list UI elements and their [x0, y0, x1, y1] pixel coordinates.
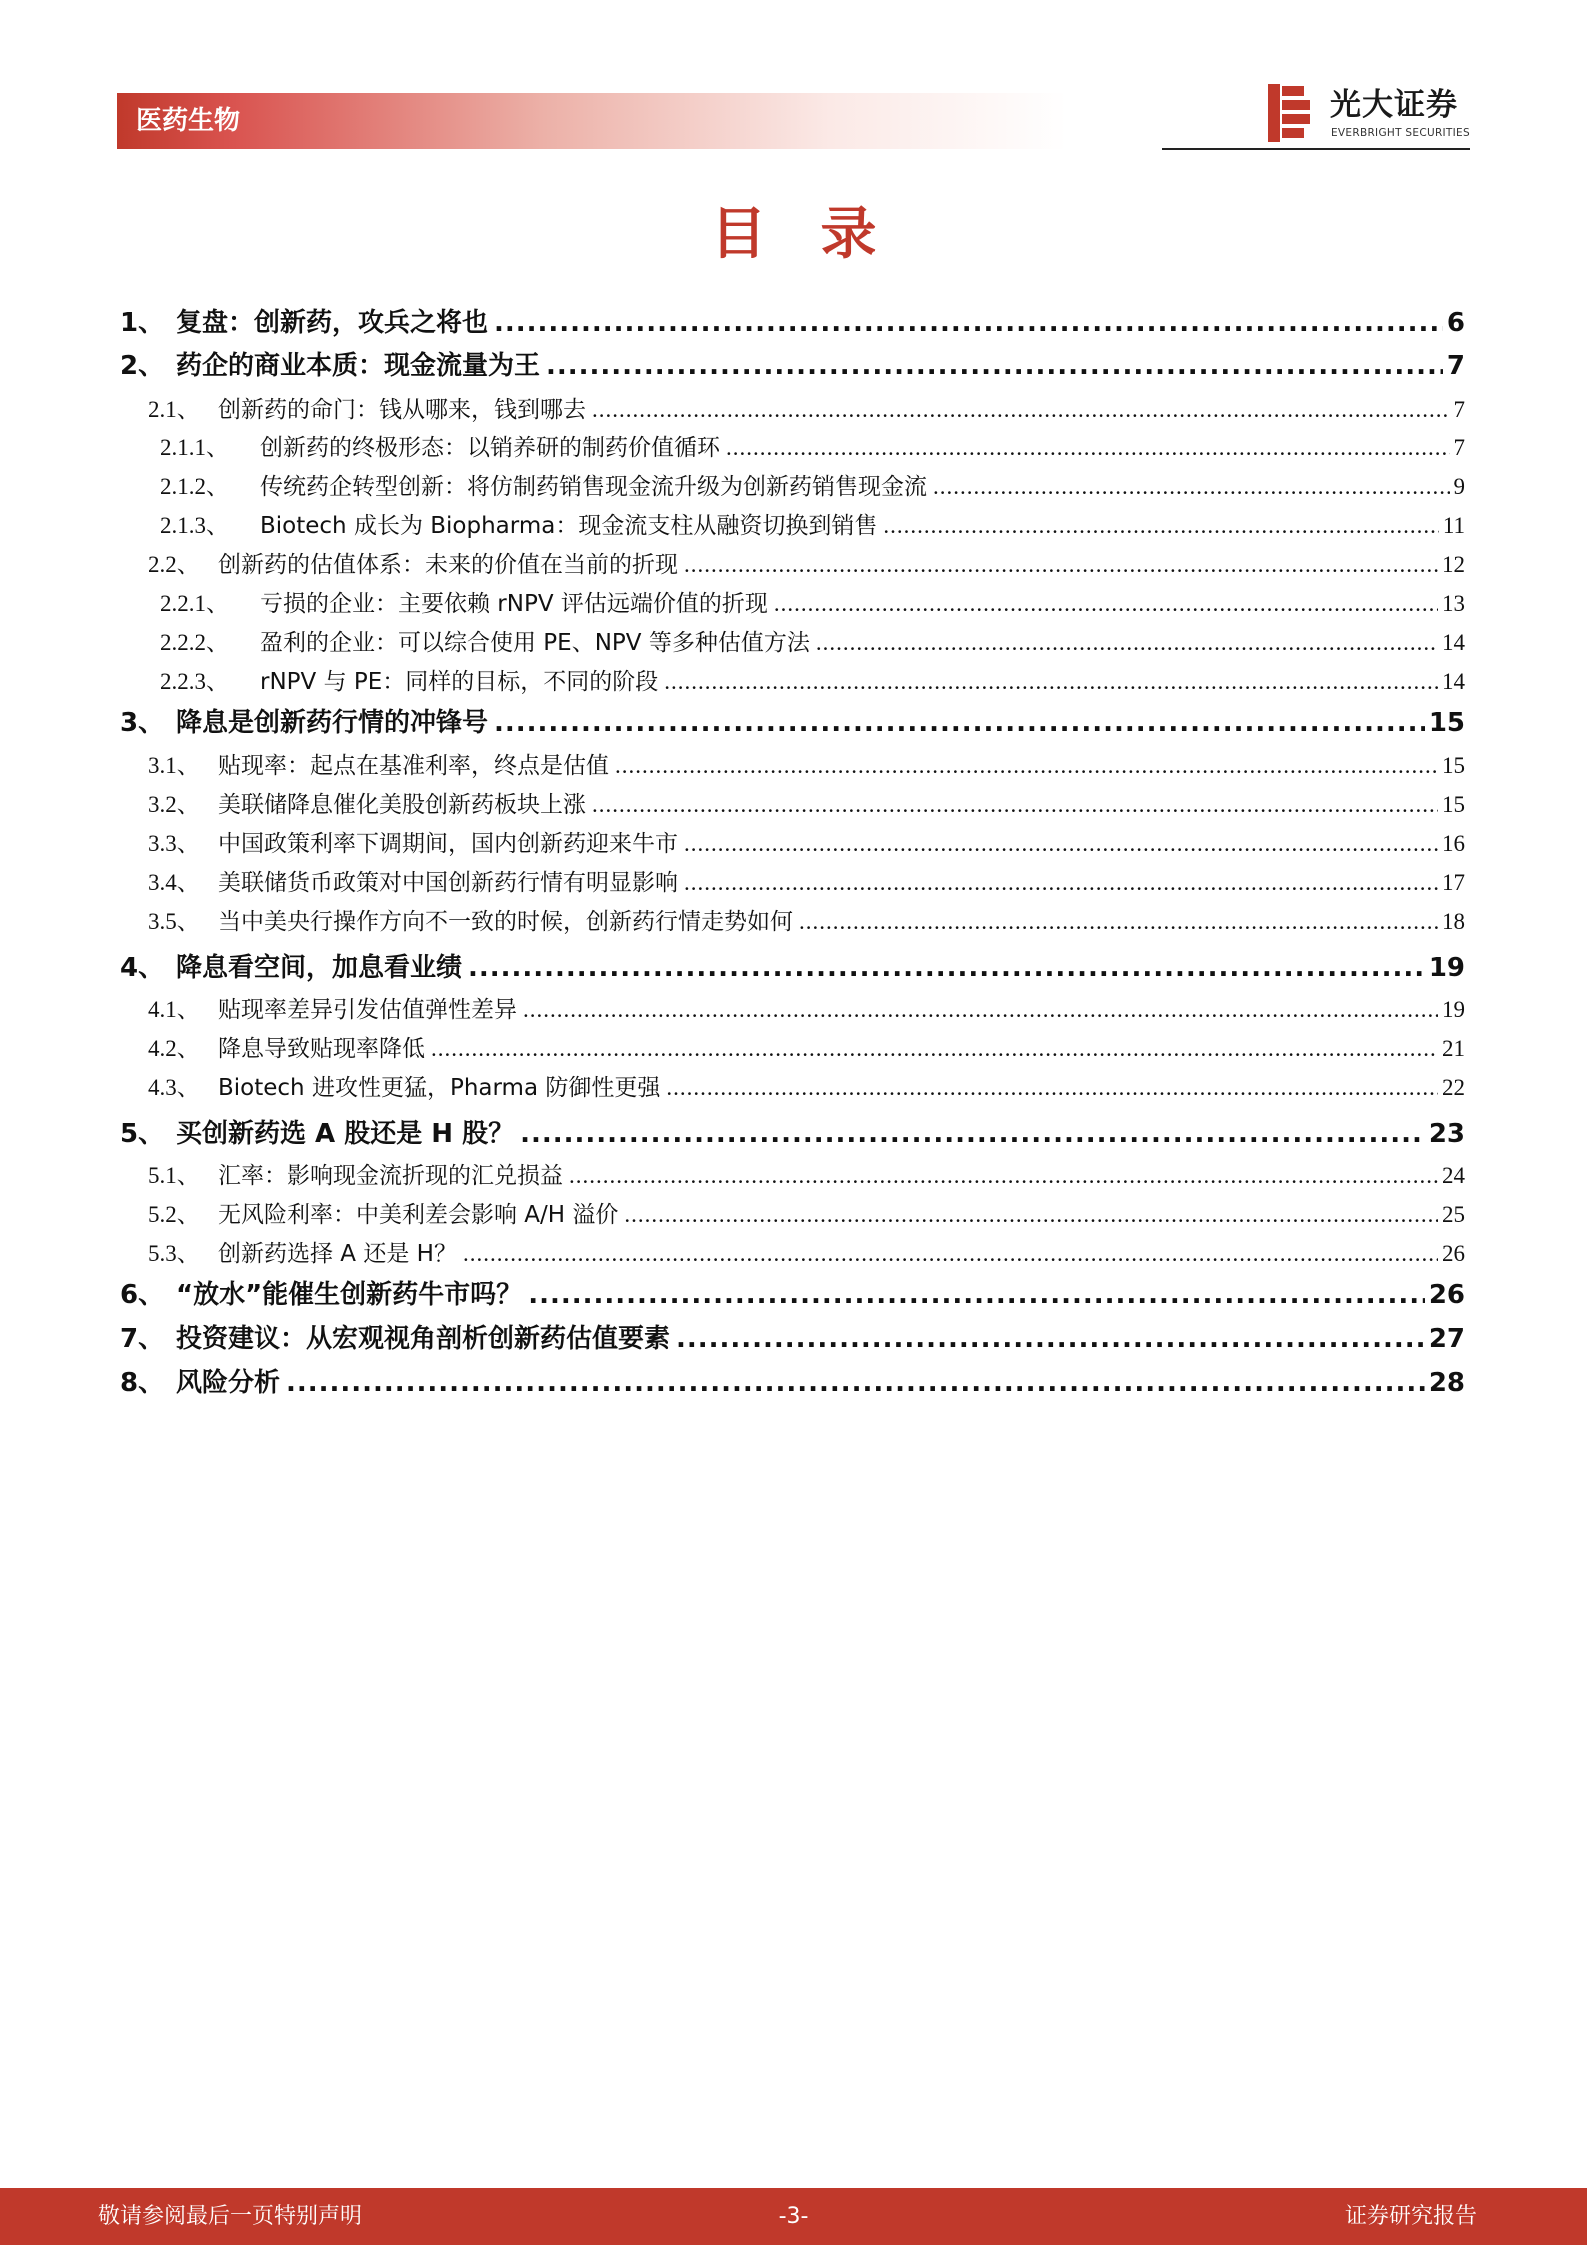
toc-entry[interactable]	[120, 1116, 1465, 1152]
toc-entry[interactable]	[120, 348, 1465, 384]
toc-entry-title: 创新药的命门：钱从哪来，钱到哪去	[218, 397, 586, 423]
toc-leader-dots	[592, 789, 1438, 821]
toc-entry-number: 2.2、	[148, 552, 200, 577]
toc-leader-dots	[666, 1072, 1438, 1104]
toc-entry-page: 14	[1442, 630, 1465, 655]
section-label: 医药生物	[136, 106, 241, 136]
toc-entry[interactable]	[148, 828, 1465, 860]
toc-entry-title: Biotech 成长为 Biopharma：现金流支柱从融资切换到销售	[260, 513, 878, 539]
toc-entry-page: 24	[1442, 1163, 1465, 1188]
toc-entry-title: 美联储货币政策对中国创新药行情有明显影响	[218, 870, 678, 896]
page-title: 目录	[710, 202, 931, 267]
toc-entry-number: 8、	[120, 1368, 165, 1398]
toc-entry-title: 降息导致贴现率降低	[218, 1036, 425, 1062]
brand-name-en: EVERBRIGHT SECURITIES	[1331, 127, 1470, 139]
toc-entry-page: 18	[1442, 909, 1465, 934]
toc-leader-dots	[431, 1033, 1438, 1065]
toc-leader-dots	[528, 1277, 1425, 1313]
toc-entry-number: 6、	[120, 1280, 165, 1310]
toc-entry-page: 25	[1442, 1202, 1465, 1227]
toc-entry[interactable]	[120, 1365, 1465, 1401]
toc-entry-title: 当中美央行操作方向不一致的时候，创新药行情走势如何	[218, 909, 793, 935]
toc-entry-page: 9	[1453, 474, 1465, 499]
toc-entry[interactable]	[160, 471, 1465, 503]
toc-entry-page: 19	[1442, 997, 1465, 1022]
toc-entry-title: 投资建议：从宏观视角剖析创新药估值要素	[176, 1324, 671, 1354]
toc-entry[interactable]	[160, 588, 1465, 620]
toc-entry-title: rNPV 与 PE：同样的目标，不同的阶段	[260, 669, 659, 695]
toc-entry[interactable]	[148, 906, 1465, 938]
toc-entry[interactable]	[148, 1033, 1465, 1065]
toc-entry-page: 16	[1442, 831, 1465, 856]
toc-entry-title: 盈利的企业：可以综合使用 PE、NPV 等多种估值方法	[260, 630, 810, 656]
toc-entry[interactable]	[120, 1277, 1465, 1313]
toc-entry-number: 4、	[120, 953, 165, 983]
toc-entry[interactable]	[148, 394, 1465, 426]
toc-entry[interactable]	[160, 627, 1465, 659]
footer-disclaimer: 敬请参阅最后一页特别声明	[98, 2204, 363, 2229]
toc-entry-title: 风险分析	[176, 1368, 281, 1398]
toc-leader-dots	[494, 705, 1425, 741]
toc-leader-dots	[463, 1238, 1438, 1270]
toc-entry-title: 无风险利率：中美利差会影响 A/H 溢价	[218, 1202, 619, 1228]
toc-entry-page: 17	[1442, 870, 1465, 895]
toc-entry-number: 4.3、	[148, 1075, 200, 1100]
toc-entry-title: 降息是创新药行情的冲锋号	[176, 708, 489, 738]
toc-entry-number: 2.1.1、	[160, 435, 229, 460]
toc-entry-title: 买创新药选 A 股还是 H 股？	[176, 1119, 515, 1149]
toc-leader-dots	[684, 549, 1438, 581]
toc-entry[interactable]	[148, 750, 1465, 782]
toc-entry[interactable]	[148, 867, 1465, 899]
toc-entry-page: 28	[1428, 1368, 1465, 1398]
toc-entry-number: 4.1、	[148, 997, 200, 1022]
toc-entry-page: 15	[1428, 708, 1465, 738]
toc-entry-number: 2.1、	[148, 397, 200, 422]
toc-entry-number: 2.2.3、	[160, 669, 229, 694]
brand-name-cn: 光大证券	[1330, 87, 1458, 123]
toc-entry-title: 贴现率差异引发估值弹性差异	[218, 997, 517, 1023]
toc-entry-title: 汇率：影响现金流折现的汇兑损益	[218, 1163, 563, 1189]
toc-entry-page: 27	[1428, 1324, 1465, 1354]
toc-entry[interactable]	[160, 666, 1465, 698]
toc-entry-number: 5、	[120, 1119, 165, 1149]
toc-entry[interactable]	[160, 510, 1465, 542]
toc-entry-title: “放水”能催生创新药牛市吗？	[176, 1280, 523, 1310]
toc-entry[interactable]	[148, 994, 1465, 1026]
toc-entry[interactable]	[148, 549, 1465, 581]
toc-leader-dots	[684, 867, 1438, 899]
toc-leader-dots	[468, 950, 1425, 986]
toc-entry-number: 7、	[120, 1324, 165, 1354]
toc-leader-dots	[883, 510, 1439, 542]
toc-entry-page: 14	[1442, 669, 1465, 694]
toc-leader-dots	[684, 828, 1438, 860]
toc-entry-page: 7	[1453, 397, 1465, 422]
toc-entry-title: 亏损的企业：主要依赖 rNPV 评估远端价值的折现	[260, 591, 768, 617]
toc-entry-page: 6	[1446, 308, 1465, 338]
toc-entry-number: 3.3、	[148, 831, 200, 856]
toc-entry-page: 22	[1442, 1075, 1465, 1100]
toc-entry[interactable]	[120, 305, 1465, 341]
toc-leader-dots	[592, 394, 1450, 426]
toc-leader-dots	[569, 1160, 1438, 1192]
toc-leader-dots	[799, 906, 1438, 938]
toc-leader-dots	[774, 588, 1438, 620]
toc-entry-title: Biotech 进攻性更猛，Pharma 防御性更强	[218, 1075, 661, 1101]
toc-entry-number: 2.1.3、	[160, 513, 229, 538]
toc-entry-page: 7	[1446, 351, 1465, 381]
footer-report-type: 证券研究报告	[1344, 2204, 1477, 2229]
toc-entry-title: 复盘：创新药，攻兵之将也	[176, 308, 489, 338]
toc-leader-dots	[664, 666, 1438, 698]
footer-page-number: -3-	[778, 2204, 809, 2229]
toc-entry-page: 12	[1442, 552, 1465, 577]
toc-entry[interactable]	[148, 1160, 1465, 1192]
toc-leader-dots	[523, 994, 1438, 1026]
toc-entry[interactable]	[148, 1199, 1465, 1231]
toc-leader-dots	[546, 348, 1443, 384]
toc-entry[interactable]	[148, 1238, 1465, 1270]
toc-entry-number: 2.1.2、	[160, 474, 229, 499]
toc-entry-page: 7	[1453, 435, 1465, 460]
toc-entry-number: 3、	[120, 708, 165, 738]
toc-leader-dots	[933, 471, 1450, 503]
toc-entry-page: 21	[1442, 1036, 1465, 1061]
toc-leader-dots	[624, 1199, 1438, 1231]
toc-entry-number: 5.3、	[148, 1241, 200, 1266]
toc-entry-number: 5.1、	[148, 1163, 200, 1188]
toc-entry[interactable]	[148, 789, 1465, 821]
toc-entry-page: 26	[1442, 1241, 1465, 1266]
toc-entry-page: 15	[1442, 753, 1465, 778]
toc-entry[interactable]	[120, 1321, 1465, 1357]
toc-entry-title: 美联储降息催化美股创新药板块上涨	[218, 792, 586, 818]
toc-entry-title: 降息看空间，加息看业绩	[176, 953, 463, 983]
toc-entry-number: 3.1、	[148, 753, 200, 778]
toc-entry-page: 26	[1428, 1280, 1465, 1310]
toc-leader-dots	[676, 1321, 1425, 1357]
toc-entry-number: 2.2.2、	[160, 630, 229, 655]
toc-entry-page: 19	[1428, 953, 1465, 983]
toc-entry[interactable]	[120, 705, 1465, 741]
toc-entry-page: 15	[1442, 792, 1465, 817]
toc-entry-number: 2、	[120, 351, 165, 381]
toc-leader-dots	[286, 1365, 1425, 1401]
toc-leader-dots	[494, 305, 1443, 341]
toc-entry-number: 3.5、	[148, 909, 200, 934]
toc-entry-title: 贴现率：起点在基准利率，终点是估值	[218, 753, 609, 779]
toc-leader-dots	[816, 627, 1438, 659]
toc-entry-number: 3.4、	[148, 870, 200, 895]
toc-leader-dots	[615, 750, 1438, 782]
toc-entry-number: 3.2、	[148, 792, 200, 817]
toc-entry-title: 创新药选择 A 还是 H？	[218, 1241, 457, 1267]
toc-entry-number: 4.2、	[148, 1036, 200, 1061]
toc-entry-number: 2.2.1、	[160, 591, 229, 616]
toc-leader-dots	[520, 1116, 1425, 1152]
toc-entry-number: 1、	[120, 308, 165, 338]
toc-entry[interactable]	[120, 950, 1465, 986]
toc-leader-dots	[726, 432, 1450, 464]
toc-entry[interactable]	[148, 1072, 1465, 1104]
toc-entry-title: 中国政策利率下调期间，国内创新药迎来牛市	[218, 831, 678, 857]
toc-entry[interactable]	[160, 432, 1465, 464]
toc-entry-page: 23	[1428, 1119, 1465, 1149]
toc-entry-title: 创新药的估值体系：未来的价值在当前的折现	[218, 552, 678, 578]
toc-entry-title: 创新药的终极形态：以销养研的制药价值循环	[260, 435, 720, 461]
toc-entry-page: 13	[1442, 591, 1465, 616]
toc-entry-number: 5.2、	[148, 1202, 200, 1227]
toc-entry-title: 传统药企转型创新：将仿制药销售现金流升级为创新药销售现金流	[260, 474, 927, 500]
toc-entry-page: 11	[1442, 513, 1465, 538]
toc-entry-title: 药企的商业本质：现金流量为王	[176, 351, 541, 381]
